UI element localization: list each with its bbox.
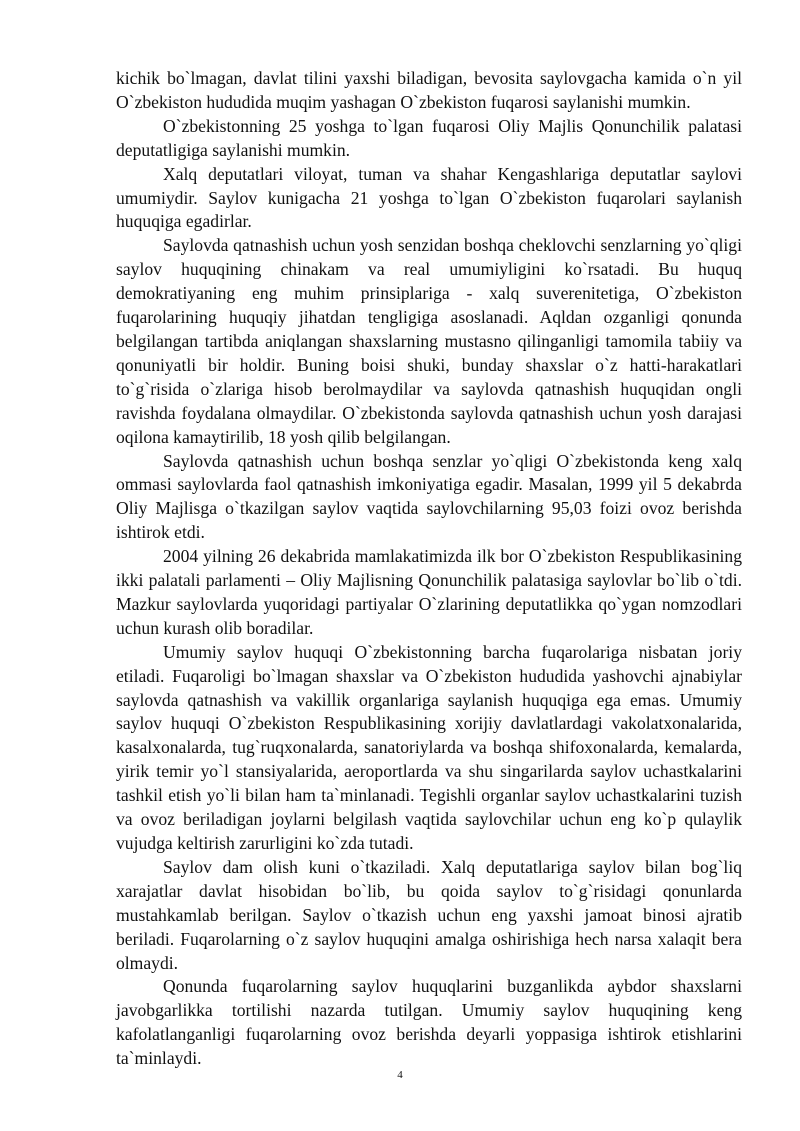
paragraph: Saylovda qatnashish uchun boshqa senzlar yo`qligi O`zbekistonda keng xalq ommasi saylovlarda faol qatnashish imkoniyatiga egadir. Masalan, 1999 yil 5 dekabrda Oliy Majlisga o`tkazilgan saylov vaqtida saylovchilarning 95,03 foizi ovoz berishda ishtirok etdi. bbox=[116, 450, 742, 543]
paragraph: Saylovda qatnashish uchun yosh senzidan boshqa cheklovchi senzlarning yo`qligi saylov huquqining chinakam va real umumiyligini ko`rsatadi. Bu huquq demokratiyaning eng muhim prinsiplariga - xalq suverenitetiga, O`zbekiston fuqarolarining huquqiy jihatdan tengligiga asoslanadi. Aqldan ozganligi qonunda belgilangan tartibda aniqlangan shaxslarning mustasno qilinganligi tamomila tabiiy va qonuniyatli bir holdir. Buning boisi shuki, bunday shaxslar o`z hatti-harakatlari to`g`risida o`zlariga hisob berolmaydilar va saylovda qatnashish huquqidan ongli ravishda foydalana olmaydilar. O`zbekistonda saylovda qatnashish uchun yosh darajasi oqilona kamaytirilib, 18 yosh qilib belgilangan. bbox=[116, 235, 742, 447]
paragraph: 2004 yilning 26 dekabrida mamlakatimizda ilk bor O`zbekiston Respublikasining ikki palatali parlamenti – Oliy Majlisning Qonunchilik palatasiga saylovlar bo`lib o`tdi. Mazkur saylovlarda yuqoridagi partiyalar O`zlarining deputatlikka qo`ygan nomzodlari uchun kurash olib boradilar. bbox=[116, 546, 742, 638]
paragraph-continued: kichik bo`lmagan, davlat tilini yaxshi biladigan, bevosita saylovgacha kamida o`n yil O`zbekiston hududida muqim yashagan O`zbekiston fuqarosi saylanishi mumkin. bbox=[116, 68, 742, 112]
paragraph: Qonunda fuqarolarning saylov huquqlarini buzganlikda aybdor shaxslarni javobgarlikka tortilishi nazarda tutilgan. Umumiy saylov huquqining keng kafolatlanganligi fuqarolarning ovoz berishda deyarli yoppasiga ishtirok etishlarini ta`minlaydi. bbox=[116, 976, 742, 1069]
paragraph: Umumiy saylov huquqi O`zbekistonning barcha fuqarolariga nisbatan joriy etiladi. Fuqaroligi bo`lmagan shaxslar va O`zbekiston hududida yashovchi ajnabiylar saylovda qatnashish va vakillik organlariga saylanish huquqiga ega emas. Umumiy saylov huquqi O`zbekiston Respublikasining xorijiy davlatlardagi vakolatxonalarida, kasalxonalarda, tug`ruqxonalarda, sanatoriylarda va boshqa shifoxonalarda, kemalarda, yirik temir yo`l stansiyalarida, aeroportlarda va shu singarilarda saylov uchastkalarini tashkil etish yo`li bilan ham ta`minlanadi. Tegishli organlar saylov uchastkalarini tuzish va ovoz beriladigan joylarni belgilash vaqtida saylovchilar uchun eng ko`p qulaylik vujudga keltirish zarurligini ko`zda tutadi. bbox=[116, 641, 742, 853]
paragraph: O`zbekistonning 25 yoshga to`lgan fuqarosi Oliy Majlis Qonunchilik palatasi deputatligiga saylanishi mumkin. bbox=[116, 115, 742, 160]
paragraph: Saylov dam olish kuni o`tkaziladi. Xalq deputatlariga saylov bilan bog`liq xarajatlar davlat hisobidan bo`lib, bu qoida saylov to`g`risidagi qonunlarda mustahkamlab berilgan. Saylov o`tkazish uchun eng yaxshi jamoat binosi ajratib beriladi. Fuqarolarning o`z saylov huquqini amalga oshirishiga hech narsa xalaqit bera olmaydi. bbox=[116, 856, 742, 973]
page-number: 4 bbox=[397, 1069, 403, 1081]
body-text bbox=[116, 67, 742, 1071]
paragraph: Xalq deputatlari viloyat, tuman va shahar Kengashlariga deputatlar saylovi umumiydir. Saylov kunigacha 21 yoshga to`lgan O`zbekiston fuqarolari saylanish huquqiga egadirlar. bbox=[116, 163, 742, 232]
